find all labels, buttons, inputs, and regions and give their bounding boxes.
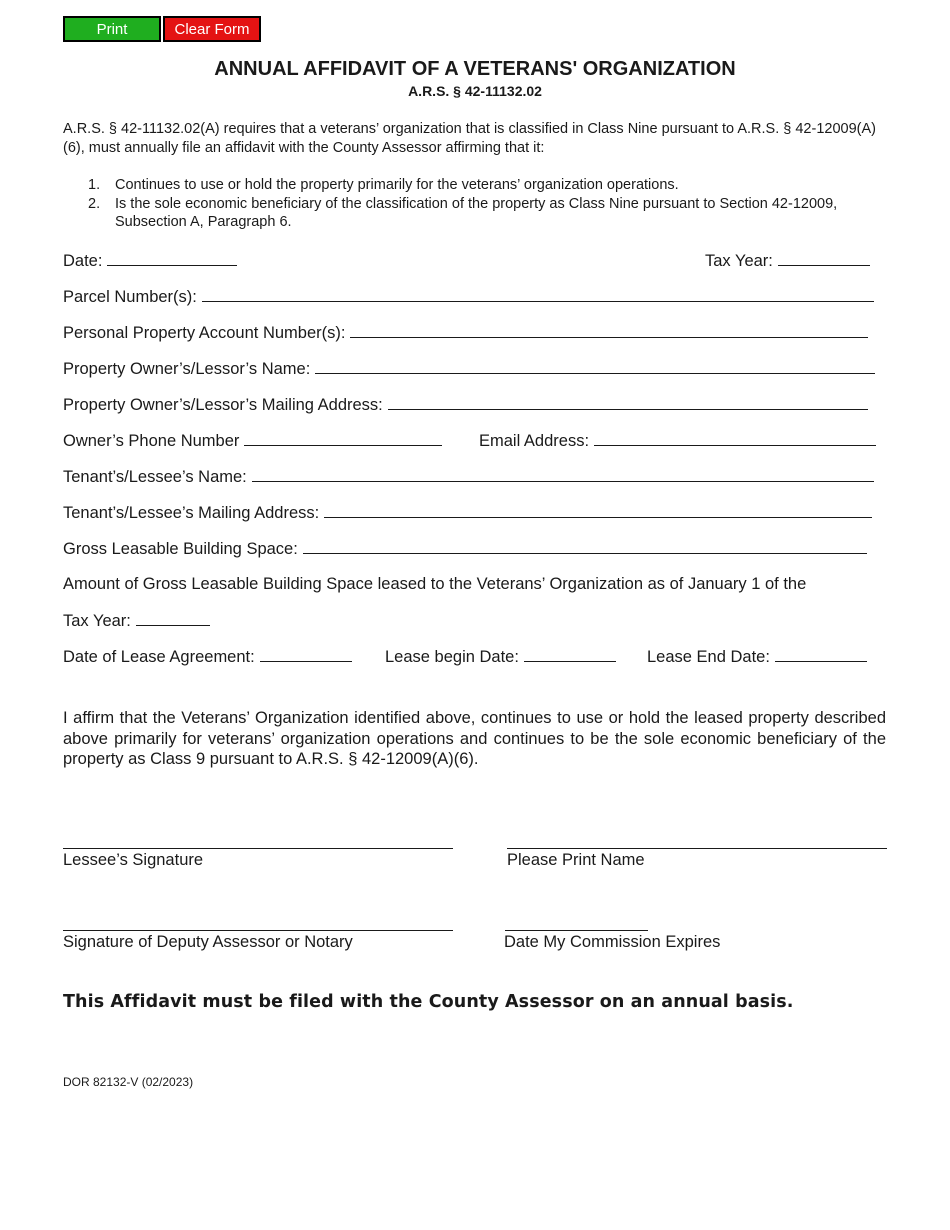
- tenant-name-input[interactable]: [252, 466, 874, 482]
- form-number: DOR 82132-V (02/2023): [63, 1075, 194, 1089]
- lease-agreement-label: Date of Lease Agreement:: [63, 648, 255, 666]
- print-name-line[interactable]: [507, 848, 887, 849]
- tax-year-row: [705, 250, 870, 271]
- lease-end-label: Lease End Date:: [647, 648, 770, 666]
- email-row: [479, 430, 876, 451]
- lease-end-row: [647, 646, 867, 667]
- statute-reference: A.R.S. § 42-11132.02: [408, 83, 542, 99]
- parcel-input[interactable]: [202, 286, 874, 302]
- gross-space-row: [63, 538, 867, 559]
- deputy-signature-line[interactable]: [63, 930, 453, 931]
- deputy-signature-label: Signature of Deputy Assessor or Notary: [63, 933, 353, 951]
- parcel-label: Parcel Number(s):: [63, 288, 197, 306]
- tax-year-2-row: [63, 610, 210, 631]
- tenant-name-row: [63, 466, 874, 487]
- lease-end-input[interactable]: [775, 646, 867, 662]
- lease-agreement-input[interactable]: [260, 646, 352, 662]
- email-label: Email Address:: [479, 432, 590, 450]
- date-row: [63, 250, 237, 271]
- clear-form-button[interactable]: Clear Form: [163, 16, 261, 42]
- tax-year-2-input[interactable]: [136, 610, 210, 626]
- tenant-name-label: Tenant’s/Lessee’s Name:: [63, 468, 247, 486]
- parcel-row: [63, 286, 874, 307]
- print-name-label: Please Print Name: [507, 851, 645, 869]
- gross-space-label: Gross Leasable Building Space:: [63, 540, 298, 558]
- lessee-signature-line[interactable]: [63, 848, 453, 849]
- tax-year-label: Tax Year:: [705, 252, 773, 270]
- print-button[interactable]: Print: [63, 16, 161, 42]
- owner-phone-label: Owner’s Phone Number: [63, 432, 240, 450]
- affirmation-paragraph: I affirm that the Veterans’ Organization identified above, continues to use or hold the leased property described above primarily for veterans’ organization operations and continues to be the sole economic beneficiary of the property as Class 9 pursuant to A.R.S. § 42-12009(A)(6).: [63, 709, 886, 768]
- page-title: ANNUAL AFFIDAVIT OF A VETERANS' ORGANIZATION: [214, 58, 736, 80]
- list-number: 2.: [88, 195, 101, 212]
- owner-name-label: Property Owner’s/Lessor’s Name:: [63, 360, 311, 378]
- list-item: [88, 176, 890, 195]
- tenant-address-label: Tenant’s/Lessee’s Mailing Address:: [63, 504, 320, 522]
- filing-notice: This Affidavit must be filed with the County Assessor on an annual basis.: [63, 992, 794, 1012]
- email-input[interactable]: [594, 430, 876, 446]
- ppa-input[interactable]: [350, 322, 868, 338]
- tax-year-input[interactable]: [778, 250, 870, 266]
- owner-phone-input[interactable]: [244, 430, 442, 446]
- list-text: Continues to use or hold the property primarily for the veterans’ organization operations.: [115, 177, 679, 193]
- lease-agreement-row: [63, 646, 352, 667]
- list-text: Is the sole economic beneficiary of the classification of the property as Class Nine pursuant to Section 42-12009, Subsection A, Paragraph 6.: [115, 195, 838, 230]
- lease-begin-row: [385, 646, 616, 667]
- ppa-row: [63, 322, 868, 343]
- intro-paragraph: A.R.S. § 42-11132.02(A) requires that a veterans’ organization that is classified in Class Nine pursuant to A.R.S. § 42-12009(A)(6), must annually file an affidavit with the County Assessor affirming that it:: [63, 121, 876, 156]
- list-item: [88, 195, 890, 232]
- tenant-address-input[interactable]: [324, 502, 872, 518]
- lessee-signature-label: Lessee’s Signature: [63, 851, 204, 869]
- lease-begin-label: Lease begin Date:: [385, 648, 519, 666]
- owner-phone-row: [63, 430, 442, 451]
- amount-text: Amount of Gross Leasable Building Space leased to the Veterans’ Organization as of January 1 of the: [63, 575, 807, 593]
- owner-address-row: [63, 394, 868, 415]
- commission-date-line[interactable]: [505, 930, 648, 931]
- requirements-list: [88, 176, 890, 232]
- date-input[interactable]: [107, 250, 237, 266]
- owner-address-label: Property Owner’s/Lessor’s Mailing Address:: [63, 396, 383, 414]
- commission-expires-label: Date My Commission Expires: [504, 933, 721, 951]
- owner-name-input[interactable]: [315, 358, 875, 374]
- ppa-label: Personal Property Account Number(s):: [63, 324, 346, 342]
- lease-begin-input[interactable]: [524, 646, 616, 662]
- gross-space-input[interactable]: [303, 538, 867, 554]
- tenant-address-row: [63, 502, 872, 523]
- date-label: Date:: [63, 252, 103, 270]
- tax-year-2-label: Tax Year:: [63, 612, 131, 630]
- owner-address-input[interactable]: [388, 394, 868, 410]
- list-number: 1.: [88, 177, 101, 193]
- owner-name-row: [63, 358, 875, 379]
